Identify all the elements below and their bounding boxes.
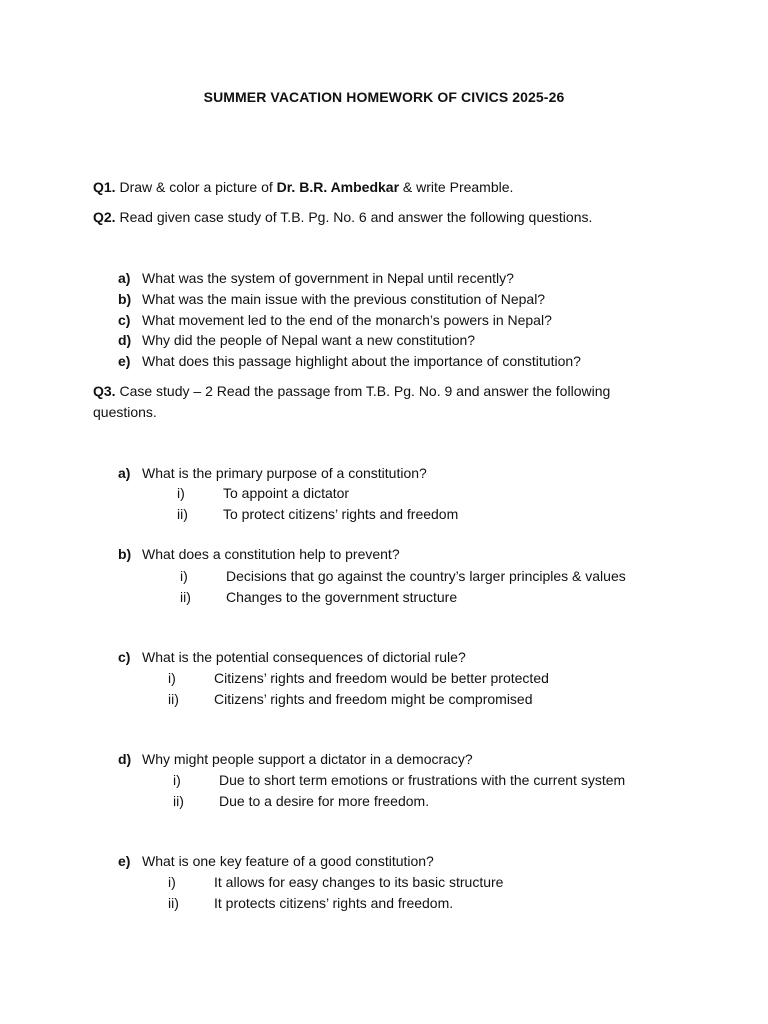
option-number: i) xyxy=(180,568,188,584)
option-text: Citizens’ rights and freedom might be compromised xyxy=(214,691,533,707)
sub-question-letter: b) xyxy=(118,546,132,562)
sub-question-letter: d) xyxy=(118,332,132,348)
option-text: Citizens’ rights and freedom would be better protected xyxy=(214,670,549,686)
sub-question-letter: b) xyxy=(118,291,132,307)
question-1 xyxy=(93,177,513,197)
option-number: i) xyxy=(168,874,176,890)
question-number: Q3. xyxy=(93,383,116,399)
option-number: ii) xyxy=(173,793,184,809)
sub-question-text: Why might people support a dictator in a democracy? xyxy=(142,751,473,767)
sub-question-text: What does a constitution help to prevent? xyxy=(142,546,400,562)
sub-question-text: What is the potential consequences of dictorial rule? xyxy=(142,649,466,665)
option-number: ii) xyxy=(168,691,179,707)
sub-question-letter: a) xyxy=(118,270,131,286)
sub-question-letter: e) xyxy=(118,353,131,369)
sub-question-text: What was the system of government in Nepal until recently? xyxy=(142,270,514,286)
question-text: Draw & color a picture of xyxy=(115,179,277,195)
option-number: ii) xyxy=(168,895,179,911)
sub-question-letter: e) xyxy=(118,853,131,869)
option-text: Due to a desire for more freedom. xyxy=(219,793,430,809)
option-text: To protect citizens’ rights and freedom xyxy=(223,506,459,522)
sub-question-text: What is one key feature of a good constitution? xyxy=(142,853,434,869)
question-2 xyxy=(93,207,592,227)
option-number: i) xyxy=(173,772,181,788)
sub-question-letter: c) xyxy=(118,312,131,328)
question-text: & write Preamble. xyxy=(399,179,514,195)
sub-question-text: What movement led to the end of the monarch’s powers in Nepal? xyxy=(142,312,552,328)
option-text: To appoint a dictator xyxy=(223,485,350,501)
page-title: SUMMER VACATION HOMEWORK OF CIVICS 2025-26 xyxy=(203,89,565,105)
option-number: ii) xyxy=(177,506,188,522)
option-number: i) xyxy=(168,670,176,686)
question-3-continuation: questions. xyxy=(93,404,157,420)
sub-question-text: What does this passage highlight about the importance of constitution? xyxy=(142,353,581,369)
sub-question-letter: d) xyxy=(118,751,132,767)
sub-question-letter: a) xyxy=(118,465,131,481)
sub-question-letter: c) xyxy=(118,649,131,665)
sub-question-text: Why did the people of Nepal want a new constitution? xyxy=(142,332,476,348)
option-text: Decisions that go against the country’s larger principles & values xyxy=(226,568,626,584)
option-text: It allows for easy changes to its basic structure xyxy=(214,874,504,890)
question-text: Case study – 2 Read the passage from T.B. Pg. No. 9 and answer the following xyxy=(115,383,611,399)
question-bold-name: Dr. B.R. Ambedkar xyxy=(276,179,400,195)
option-text: Due to short term emotions or frustrations with the current system xyxy=(219,772,626,788)
option-text: It protects citizens’ rights and freedom. xyxy=(214,895,454,911)
question-number: Q1. xyxy=(93,179,116,195)
question-3 xyxy=(93,381,610,401)
option-number: i) xyxy=(177,485,185,501)
question-text: Read given case study of T.B. Pg. No. 6 and answer the following questions. xyxy=(115,209,593,225)
sub-question-text: What was the main issue with the previous constitution of Nepal? xyxy=(142,291,546,307)
option-number: ii) xyxy=(180,589,191,605)
option-text: Changes to the government structure xyxy=(226,589,458,605)
sub-question-text: What is the primary purpose of a constitution? xyxy=(142,465,427,481)
question-number: Q2. xyxy=(93,209,116,225)
